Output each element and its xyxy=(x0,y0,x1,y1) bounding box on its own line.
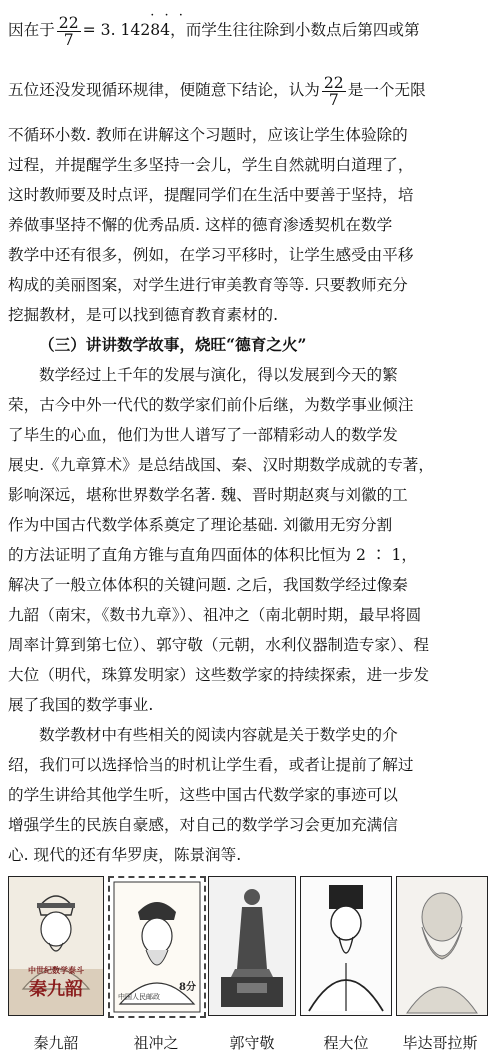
ink-portrait-illustration xyxy=(301,877,391,1015)
portrait-cheng-dawei xyxy=(300,876,392,1016)
paragraph-line: 周率计算到第七位）、郭守敬（元朝，水利仪器制造专家）、程 xyxy=(8,636,430,654)
caption-pythagoras: 毕达哥拉斯 xyxy=(402,1034,478,1052)
fraction-numerator: 22 xyxy=(323,73,344,92)
paragraph-1-rest xyxy=(8,120,484,330)
paragraph-line: 养做事坚持不懈的优秀品质. 这样的德育渗透契机在数学 xyxy=(8,216,393,234)
stamp-country-label: 中国人民邮政 xyxy=(118,993,160,1001)
paragraph-line: 过程，并提醒学生多坚持一会儿，学生自然就明白道理了， xyxy=(8,156,414,174)
paragraph-line: 构成的美丽图案，对学生进行审美教育等等. 只要教师充分 xyxy=(8,276,408,294)
stamp-value-label: 8分 xyxy=(179,982,196,993)
paragraph-line: 数学教材中有些相关的阅读内容就是关于数学史的介 xyxy=(39,726,398,744)
paragraph-line: 展史.《九章算术》是总结战国、秦、汉时期数学成就的专著， xyxy=(8,456,434,474)
statue-illustration xyxy=(209,877,295,1015)
portrait-qin-jiushao xyxy=(8,876,104,1016)
paragraph-line: 挖掘教材，是可以找到德育教育素材的. xyxy=(8,306,279,324)
paragraph-line: 的学生讲给其他学生听，这些中国古代数学家的事迹可以 xyxy=(8,786,398,804)
fraction-22-over-7 xyxy=(322,75,346,108)
portrait-zu-chongzhi xyxy=(108,876,206,1018)
paragraph-line: 数学经过上千年的发展与演化，得以发展到今天的繁 xyxy=(39,366,398,384)
paragraph-line: 大位（明代，珠算发明家）这些数学家的持续探索，进一步发 xyxy=(8,666,430,684)
text-run: 是一个无限 xyxy=(347,81,426,99)
portrait-pythagoras xyxy=(396,876,488,1016)
fraction-denominator: 7 xyxy=(328,90,339,109)
repeating-digits-text: 84 xyxy=(150,21,171,39)
paragraph-line: 了毕生的心血，他们为世人谱写了一部精彩动人的数学发 xyxy=(8,426,398,444)
paragraph-line: 影响深远，堪称世界数学名著. 魏、晋时期赵爽与刘徽的工 xyxy=(8,486,408,504)
fraction-denominator: 7 xyxy=(63,30,74,49)
fraction-22-over-7 xyxy=(57,15,81,48)
text-run: ，而学生往往除到小数点后第四或第 xyxy=(170,21,420,39)
marble-bust-illustration xyxy=(397,877,487,1015)
book-series-label: 中世纪数学泰斗 xyxy=(28,965,84,975)
repeat-dots: · · · xyxy=(150,8,186,23)
paragraph-line: 荣，古今中外一代代的数学家们前仆后继，为数学事业倾注 xyxy=(8,396,414,414)
paragraph-line: 这时教师要及时点评，提醒同学们在生活中要善于坚持，培 xyxy=(8,186,414,204)
paragraph-line: 不循环小数. 教师在讲解这个习题时，应该让学生体验除的 xyxy=(8,126,408,144)
caption-qin-jiushao: 秦九韶 xyxy=(33,1034,79,1052)
portrait-guo-shoujing xyxy=(208,876,296,1016)
text-run: 五位还没发现循环规律，便随意下结论，认为 xyxy=(8,81,320,99)
repeating-digits xyxy=(150,0,186,60)
mathematician-gallery xyxy=(8,876,486,1052)
paragraph-line: 心. 现代的还有华罗庚，陈景润等. xyxy=(8,846,242,864)
paragraph-line: 九韶（南宋，《数书九章》）、祖冲之（南北朝时期，最早将圆 xyxy=(8,606,422,624)
book-title-label: 秦九韶 xyxy=(29,979,83,1000)
text-run: = 3. 142 xyxy=(82,21,151,39)
paragraph-line: 作为中国古代数学体系奠定了理论基础. 刘徽用无穷分割 xyxy=(8,516,393,534)
paragraph-line xyxy=(8,0,484,60)
paragraph-line: 教学中还有很多，例如，在学习平移时，让学生感受由平移 xyxy=(8,246,414,264)
caption-zu-chongzhi: 祖冲之 xyxy=(133,1034,179,1052)
paragraph-line xyxy=(8,60,484,120)
caption-guo-shoujing: 郭守敬 xyxy=(229,1034,275,1052)
paragraph-line: 增强学生的民族自豪感，对自己的数学学习会更加充满信 xyxy=(8,816,398,834)
paragraph-3 xyxy=(8,720,484,870)
text-run: 因在于 xyxy=(8,21,55,39)
paragraph-line: 展了我国的数学事业. xyxy=(8,696,154,714)
section-heading: （三）讲讲数学故事，烧旺“德育之火” xyxy=(39,335,307,354)
paragraph-line: 绍，我们可以选择恰当的时机让学生看，或者让提前了解过 xyxy=(8,756,414,774)
fraction-numerator: 22 xyxy=(58,13,79,32)
paragraph-2 xyxy=(8,360,484,720)
paragraph-line: 的方法证明了直角方锥与直角四面体的体积比恒为 2 ∶ 1， xyxy=(8,546,417,564)
paragraph-line: 解决了一般立体体积的关键问题. 之后，我国数学经过像秦 xyxy=(8,576,408,594)
caption-cheng-dawei: 程大位 xyxy=(323,1034,369,1052)
